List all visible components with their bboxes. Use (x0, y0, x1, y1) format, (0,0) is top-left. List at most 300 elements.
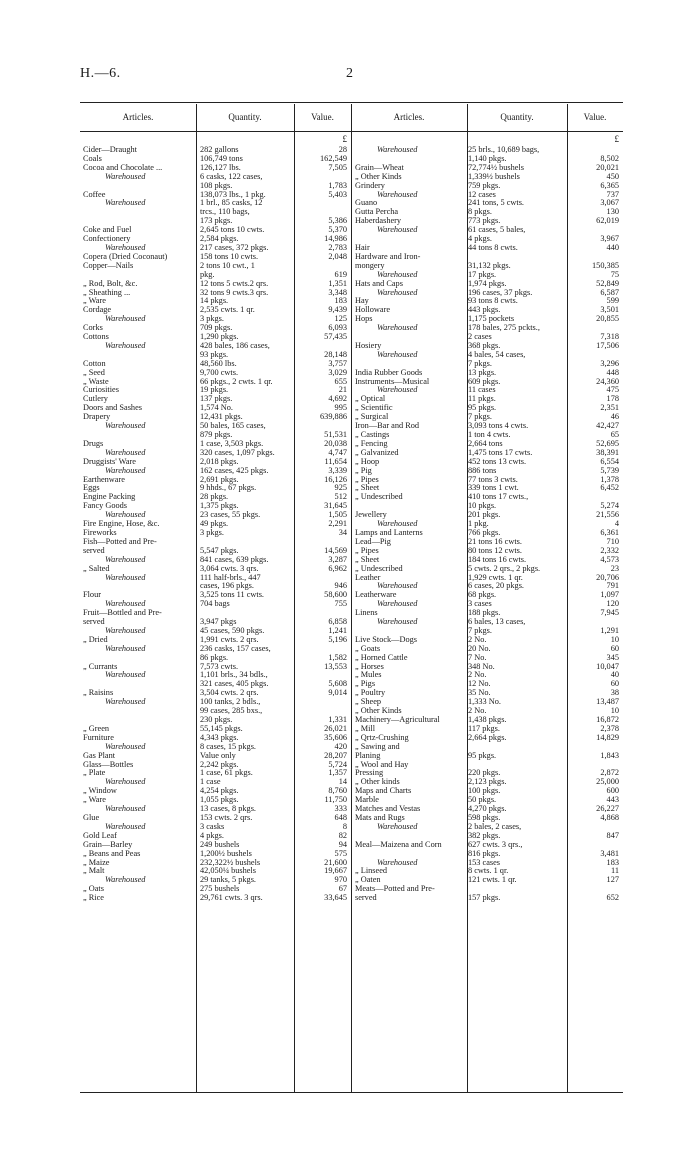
value-cell: 475 (606, 385, 619, 395)
quantity-cell: 766 pkgs. (468, 527, 501, 537)
quantity-cell: 249 bushels (200, 839, 240, 849)
value-cell: 710 (606, 536, 619, 546)
quantity-cell: 410 tons 17 cwts., (468, 492, 529, 502)
value-cell: 8 (342, 821, 347, 831)
quantity-cell: 158 tons 10 cwts. (200, 251, 259, 261)
quantity-cell: 1,101 brls., 34 bdls., (200, 670, 268, 680)
article-cell: Doors and Sashes (83, 403, 142, 413)
value-cell: 52,695 (596, 438, 619, 448)
value-cell: 19,667 (324, 866, 347, 876)
value-cell: 26,227 (596, 804, 619, 814)
value-cell: 2,351 (600, 403, 619, 413)
quantity-cell: 452 tons 13 cwts. (468, 456, 527, 466)
value-cell: 6,093 (328, 323, 347, 333)
quantity-cell: 55,145 pkgs. (200, 723, 243, 733)
quantity-cell: 23 cases, 55 pkgs. (200, 510, 261, 520)
value-cell: 94 (338, 839, 347, 849)
article-cell: Flour (83, 590, 101, 600)
value-cell: 639,886 (320, 412, 347, 422)
value-cell: 14,569 (324, 545, 347, 555)
article-cell: Instruments—Musical (355, 376, 430, 386)
article-cell: Machinery—Agricultural (355, 715, 440, 724)
value-cell: 16,872 (596, 715, 619, 724)
value-cell: 65 (610, 430, 619, 439)
article-cell: Coffee (83, 189, 106, 199)
article-cell: „ Galvanized (355, 447, 399, 457)
article-cell: Warehoused (105, 697, 146, 707)
quantity-cell: 886 tons (468, 465, 497, 475)
article-cell: Leatherware (355, 590, 397, 600)
value-cell: 3,501 (600, 305, 619, 315)
value-cell: 5,386 (328, 216, 347, 226)
article-cell: Leather (355, 572, 381, 582)
article-cell: Warehoused (105, 804, 146, 814)
col-header-articles-left: Articles. (122, 112, 154, 122)
value-cell: 28,207 (324, 750, 347, 760)
value-cell: 8,760 (328, 786, 347, 796)
quantity-cell: 9 hhds., 67 pkgs. (200, 483, 257, 493)
quantity-cell: 321 cases, 405 pkgs. (200, 679, 269, 689)
quantity-cell: 44 tons 8 cwts. (468, 242, 518, 252)
value-cell: 5,608 (328, 679, 347, 689)
article-cell: Glue (83, 812, 100, 822)
value-cell: 600 (606, 786, 619, 796)
value-cell: 38,391 (596, 447, 619, 457)
value-cell: 1,378 (600, 474, 619, 484)
value-cell: 58,600 (324, 590, 347, 600)
value-cell: 1,505 (328, 510, 347, 520)
quantity-cell: 12 No. (468, 679, 491, 689)
quantity-cell: 100 pkgs. (468, 786, 501, 796)
value-cell: 125 (334, 314, 347, 324)
quantity-cell: 4,254 pkgs. (200, 786, 239, 796)
article-cell: Guano (355, 198, 378, 208)
quantity-cell: 3 casks (200, 821, 225, 831)
value-cell: 9,014 (328, 688, 347, 698)
quantity-cell: 184 tons 16 cwts. (468, 554, 527, 564)
value-cell: 345 (606, 652, 619, 662)
value-cell: 6,587 (600, 287, 619, 297)
value-cell: 10,047 (596, 661, 619, 671)
quantity-cell: 108 pkgs. (200, 180, 233, 190)
article-cell: „ Pipes (355, 474, 379, 484)
article-cell: Coals (83, 153, 102, 163)
value-cell: 6,361 (600, 527, 619, 537)
article-cell: Warehoused (105, 670, 146, 680)
quantity-cell: 3,064 cwts. 3 qrs. (200, 563, 259, 573)
value-cell: 3,481 (600, 848, 619, 858)
article-cell: Lamps and Lanterns (355, 527, 423, 537)
article-cell: Hardware and Iron- (355, 251, 421, 261)
quantity-cell: 4,343 pkgs. (200, 732, 239, 742)
col-header-value-right: Value. (583, 112, 607, 122)
quantity-cell: 17 pkgs. (468, 269, 497, 279)
article-cell: Marble (355, 795, 379, 805)
value-cell: 599 (606, 296, 619, 306)
value-cell: 20,706 (596, 572, 619, 582)
quantity-cell: 11 pkgs. (468, 394, 496, 404)
article-cell: Cider—Draught (83, 145, 137, 154)
quantity-cell: 4 pkgs. (200, 830, 224, 840)
quantity-cell: 428 bales, 186 cases, (200, 340, 270, 350)
quantity-cell: 4 bales, 54 cases, (468, 349, 526, 359)
value-cell: 13,487 (596, 697, 619, 707)
article-cell: Warehoused (377, 349, 418, 359)
quantity-cell: 35 No. (468, 688, 491, 698)
quantity-cell: 1,375 pkgs. (200, 501, 239, 511)
article-cell: Earthenware (83, 474, 125, 484)
article-cell: „ Mill (355, 723, 376, 733)
article-cell: „ Sheathing ... (83, 287, 131, 297)
value-cell: 7,318 (600, 332, 619, 342)
article-cell: served (355, 893, 377, 903)
value-cell: 51,531 (324, 430, 347, 439)
quantity-cell: 19 pkgs. (200, 385, 229, 395)
article-cell: „ Other Kinds (355, 706, 402, 716)
article-cell: „ Dried (83, 634, 108, 644)
quantity-cell: 117 pkgs. (468, 723, 500, 733)
value-cell: 5,403 (328, 189, 347, 199)
article-cell: Linens (355, 608, 378, 618)
value-cell: 1,291 (600, 625, 619, 635)
article-cell: „ Qrtz-Crushing (355, 732, 409, 742)
value-cell: 6,452 (600, 483, 619, 493)
article-cell: Confectionery (83, 234, 131, 244)
article-cell: Warehoused (377, 857, 418, 867)
article-cell: Gutta Percha (355, 207, 399, 217)
article-cell: Warehoused (105, 821, 146, 831)
value-cell: 440 (606, 242, 619, 252)
quantity-cell: 1,438 pkgs. (468, 715, 507, 724)
quantity-cell: 816 pkgs. (468, 848, 501, 858)
article-cell: Gas Plant (83, 750, 116, 760)
article-cell: Warehoused (377, 145, 418, 154)
quantity-cell: 7,573 cwts. (200, 661, 239, 671)
article-cell: „ Plate (83, 768, 106, 778)
value-cell: 20,038 (324, 438, 347, 448)
value-cell: 1,357 (328, 768, 347, 778)
quantity-cell: 704 bags (200, 599, 230, 609)
article-cell: Lead—Pig (355, 536, 391, 546)
quantity-cell: 7 pkgs. (468, 625, 492, 635)
article-cell: Warehoused (105, 599, 146, 609)
quantity-cell: 2,664 pkgs. (468, 732, 507, 742)
quantity-cell: 627 cwts. 3 qrs., (468, 839, 523, 849)
quantity-cell: 10 pkgs. (468, 501, 497, 511)
quantity-cell: 443 pkgs. (468, 305, 501, 315)
article-cell: Cutlery (83, 394, 108, 404)
article-cell: Holloware (355, 305, 391, 315)
value-cell: 20,021 (596, 162, 619, 172)
article-cell: Warehoused (377, 385, 418, 395)
value-cell: 4,747 (328, 447, 347, 457)
quantity-cell: 1,333 No. (468, 697, 501, 707)
article-cell: Warehoused (105, 242, 146, 252)
quantity-cell: 348 No. (468, 661, 495, 671)
quantity-cell: 29 tanks, 5 pkgs. (200, 875, 257, 885)
quantity-cell: 12,431 pkgs. (200, 412, 243, 422)
quantity-cell: 4,270 pkgs. (468, 804, 507, 814)
quantity-cell: 157 pkgs. (468, 893, 501, 903)
article-cell: Druggists' Ware (83, 456, 136, 466)
quantity-cell: 220 pkgs. (468, 768, 501, 778)
quantity-cell: 879 pkgs. (200, 430, 233, 439)
article-cell: Warehoused (377, 269, 418, 279)
quantity-cell: 1 case, 3,503 pkgs. (200, 438, 264, 448)
quantity-cell: 6 casks, 122 cases, (200, 171, 263, 181)
quantity-cell: 12 cases (468, 189, 496, 199)
quantity-cell: 3,525 tons 11 cwts. (200, 590, 264, 600)
value-cell: 14,829 (596, 732, 619, 742)
value-cell: 655 (334, 376, 347, 386)
article-cell: „ Ware (83, 795, 106, 805)
value-cell: 10 (610, 634, 619, 644)
article-cell: Warehoused (377, 519, 418, 529)
article-cell: „ Salted (83, 563, 110, 573)
article-cell: Matches and Vestas (355, 804, 421, 814)
quantity-cell: 93 tons 8 cwts. (468, 296, 518, 306)
article-cell: Hats and Caps (355, 278, 403, 288)
quantity-cell: 95 pkgs. (468, 403, 497, 413)
article-cell: „ Green (83, 723, 110, 733)
quantity-cell: 2,018 pkgs. (200, 456, 239, 466)
value-cell: 333 (334, 804, 347, 814)
quantity-cell: 106,749 tons (200, 153, 243, 163)
value-cell: 1,783 (328, 180, 347, 190)
quantity-cell: 48,560 lbs. (200, 358, 237, 368)
quantity-cell: 1 case (200, 777, 221, 787)
quantity-cell: 1,200½ bushels (200, 848, 252, 858)
quantity-cell: 6 bales, 13 cases, (468, 617, 526, 627)
article-cell: Warehoused (105, 572, 146, 582)
article-cell: Corks (83, 323, 103, 333)
article-cell: Warehoused (105, 875, 146, 885)
quantity-cell: 153 cases (468, 857, 501, 867)
value-cell: 42,427 (596, 421, 619, 431)
quantity-cell: 2 No. (468, 670, 487, 680)
quantity-cell: 42,050¼ bushels (200, 866, 257, 876)
article-cell: „ Seed (83, 367, 105, 377)
quantity-cell: 12 tons 5 cwts.2 qrs. (200, 278, 269, 288)
article-cell: „ Mules (355, 670, 382, 680)
article-cell: Warehoused (105, 198, 146, 208)
pound-unit-left: £ (342, 134, 347, 144)
value-cell: 60 (610, 643, 619, 653)
article-cell: Grain—Wheat (355, 162, 404, 172)
article-cell: Warehoused (105, 465, 146, 475)
quantity-cell: 8 cwts. 1 qr. (468, 866, 509, 876)
article-cell: „ Undescribed (355, 563, 403, 573)
article-cell: „ Sheet (355, 483, 380, 493)
article-cell: Maps and Charts (355, 786, 412, 796)
quantity-cell: 1,475 tons 17 cwts. (468, 447, 533, 457)
article-cell: „ Wool and Hay (355, 759, 409, 769)
article-cell: Fancy Goods (83, 501, 128, 511)
quantity-cell: 50 pkgs. (468, 795, 497, 805)
quantity-cell: 1,574 No. (200, 403, 233, 413)
quantity-cell: 1,140 pkgs. (468, 153, 507, 163)
value-cell: 127 (606, 875, 619, 885)
article-cell: „ Pipes (355, 545, 379, 555)
value-cell: 648 (334, 812, 347, 822)
quantity-cell: 232,322½ bushels (200, 857, 261, 867)
article-cell: Mats and Rugs (355, 812, 405, 822)
col-header-value-left: Value. (311, 112, 334, 122)
value-cell: 1,331 (328, 715, 347, 724)
quantity-cell: Value only (200, 750, 236, 760)
quantity-cell: 709 pkgs. (200, 323, 233, 333)
article-cell: Warehoused (377, 189, 418, 199)
article-cell: „ Fencing (355, 438, 388, 448)
quantity-cell: 609 pkgs. (468, 376, 501, 386)
quantity-cell: 217 cases, 372 pkgs. (200, 242, 269, 252)
article-cell: Warehoused (377, 323, 418, 333)
article-cell: „ Horses (355, 661, 384, 671)
quantity-cell: 368 pkgs. (468, 340, 501, 350)
value-cell: 7,505 (328, 162, 347, 172)
quantity-cell: 2,645 tons 10 cwts. (200, 225, 265, 235)
article-cell: Meats—Potted and Pre- (355, 884, 435, 894)
col-header-quantity-left: Quantity. (228, 112, 262, 122)
value-cell: 755 (334, 599, 347, 609)
article-cell: „ Linseed (355, 866, 388, 876)
value-cell: 130 (606, 207, 619, 217)
quantity-cell: 20 No. (468, 643, 491, 653)
article-cell: mongery (355, 260, 385, 270)
value-cell: 21 (338, 385, 347, 395)
quantity-cell: 7 pkgs. (468, 358, 492, 368)
value-cell: 2,332 (600, 545, 619, 555)
article-cell: Warehoused (105, 643, 146, 653)
value-cell: 2,378 (600, 723, 619, 733)
value-cell: 450 (606, 171, 619, 181)
value-cell: 4 (614, 519, 619, 529)
value-cell: 420 (334, 741, 347, 751)
article-cell: Grindery (355, 180, 385, 190)
quantity-cell: 188 pkgs. (468, 608, 501, 618)
article-cell: Cottons (83, 332, 109, 342)
value-cell: 21,600 (324, 857, 347, 867)
quantity-cell: 100 tanks, 2 bdls., (200, 697, 261, 707)
article-cell: „ Raisins (83, 688, 114, 698)
article-cell: Furniture (83, 732, 114, 742)
value-cell: 2,291 (328, 519, 347, 529)
article-cell: Hay (355, 296, 369, 306)
value-cell: 5,274 (600, 501, 619, 511)
article-cell: Fish—Potted and Pre- (83, 536, 157, 546)
quantity-cell: 2 cases (468, 332, 492, 342)
value-cell: 6,962 (328, 563, 347, 573)
value-cell: 737 (606, 189, 619, 199)
value-cell: 1,097 (600, 590, 619, 600)
quantity-cell: 2 No. (468, 706, 487, 716)
value-cell: 5,724 (328, 759, 347, 769)
quantity-cell: 25 brls., 10,689 bags, (468, 145, 540, 154)
article-cell: „ Other kinds (355, 777, 400, 787)
article-cell: Engine Packing (83, 492, 136, 502)
quantity-cell: 339 tons 1 cwt. (468, 483, 519, 493)
document-code: H.—6. (80, 66, 121, 81)
quantity-cell: 61 cases, 5 bales, (468, 225, 526, 235)
article-cell: Warehoused (105, 314, 146, 324)
article-cell: Warehoused (105, 447, 146, 457)
quantity-cell: 7 No. (468, 652, 487, 662)
quantity-cell: 72,774½ bushels (468, 162, 525, 172)
article-cell: „ Horned Cattle (355, 652, 408, 662)
quantity-cell: 32 tons 9 cwts.3 qrs. (200, 287, 269, 297)
value-cell: 14,986 (324, 234, 347, 244)
quantity-cell: 4 pkgs. (468, 234, 492, 244)
quantity-cell: 1,974 pkgs. (468, 278, 507, 288)
value-cell: 52,849 (596, 278, 619, 288)
value-cell: 26,021 (324, 723, 347, 733)
value-cell: 5,196 (328, 634, 347, 644)
value-cell: 17,506 (596, 340, 619, 350)
article-cell: Warehoused (105, 625, 146, 635)
quantity-cell: 99 cases, 285 bxs., (200, 706, 263, 716)
article-cell: Glass—Bottles (83, 759, 134, 769)
value-cell: 4,692 (328, 394, 347, 404)
value-cell: 183 (334, 296, 347, 306)
value-cell: 38 (610, 688, 619, 698)
quantity-cell: 598 pkgs. (468, 812, 501, 822)
article-cell: Coke and Fuel (83, 225, 132, 235)
quantity-cell: 320 cases, 1,097 pkgs. (200, 447, 275, 457)
value-cell: 120 (606, 599, 619, 609)
article-cell: „ Sheep (355, 697, 382, 707)
quantity-cell: 13 cases, 8 pkgs. (200, 804, 256, 814)
article-cell: Fruit—Bottled and Pre- (83, 608, 162, 618)
value-cell: 14 (338, 777, 347, 787)
quantity-cell: 201 pkgs. (468, 510, 501, 520)
quantity-cell: 1,929 cwts. 1 qr. (468, 572, 523, 582)
value-cell: 3,287 (328, 554, 347, 564)
value-cell: 4,573 (600, 554, 619, 564)
article-cell: Warehoused (377, 225, 418, 235)
quantity-cell: 86 pkgs. (200, 652, 229, 662)
quantity-cell: 3 cases (468, 599, 492, 609)
quantity-cell: 241 tons, 5 cwts. (468, 198, 525, 208)
col-header-quantity-right: Quantity. (500, 112, 534, 122)
value-cell: 5,739 (600, 465, 619, 475)
quantity-cell: 121 cwts. 1 qr. (468, 875, 517, 885)
quantity-cell: 11 cases (468, 385, 496, 395)
value-cell: 575 (334, 848, 347, 858)
value-cell: 6,365 (600, 180, 619, 190)
article-cell: „ Hoop (355, 456, 380, 466)
article-cell: Jewellery (355, 510, 387, 520)
value-cell: 2,872 (600, 768, 619, 778)
quantity-cell: 2 No. (468, 634, 487, 644)
article-cell: „ Sawing and (355, 741, 400, 751)
article-cell: Curiosities (83, 385, 119, 395)
article-cell: „ Castings (355, 430, 390, 439)
value-cell: 6,554 (600, 456, 619, 466)
article-cell: Warehoused (105, 340, 146, 350)
article-cell: „ Oats (83, 884, 104, 894)
pound-unit-right: £ (614, 134, 619, 144)
article-cell: Iron—Bar and Rod (355, 421, 420, 431)
table-row (83, 262, 347, 271)
article-cell: „ Ware (83, 296, 106, 306)
quantity-cell: 2 bales, 2 cases, (468, 821, 522, 831)
quantity-cell: 29,761 cwts. 3 qrs. (200, 893, 263, 903)
article-cell: „ Sheet (355, 554, 380, 564)
value-cell: 4,868 (600, 812, 619, 822)
quantity-cell: 9,700 cwts. (200, 367, 239, 377)
article-cell: Hosiery (355, 340, 382, 350)
quantity-cell: 230 pkgs. (200, 715, 233, 724)
